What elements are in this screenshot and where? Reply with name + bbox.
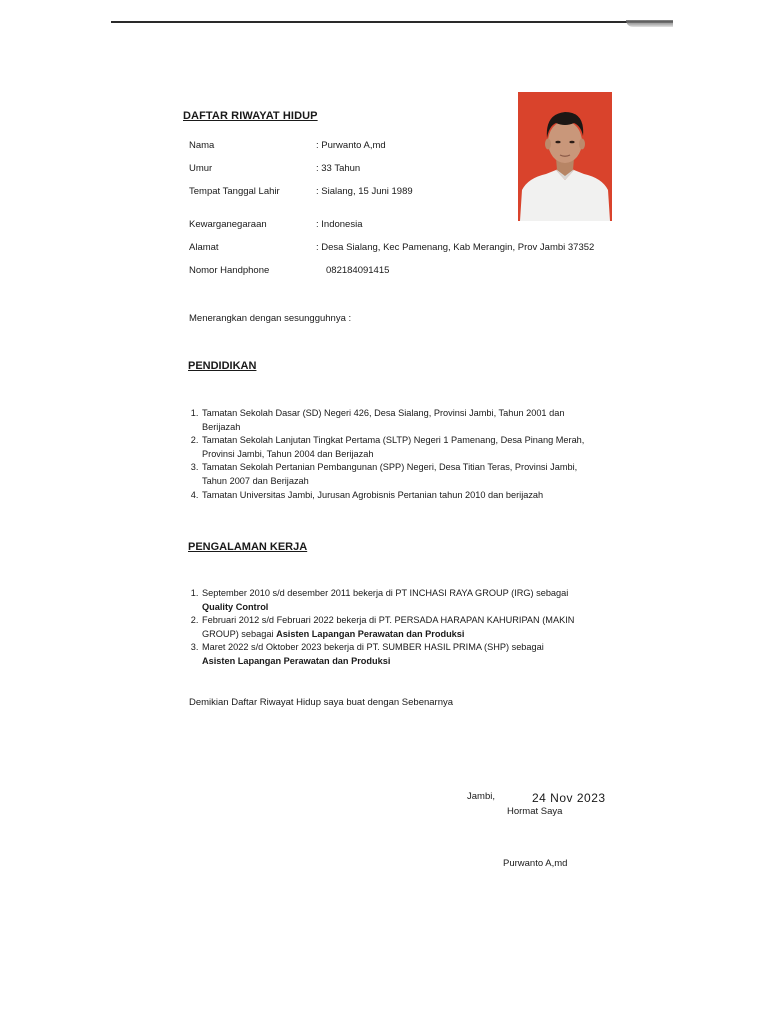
document-title: DAFTAR RIWAYAT HIDUP — [183, 110, 318, 122]
list-item: 3. Tamatan Sekolah Pertanian Pembangunan (SPP) Negeri, Desa Titian Teras, Provinsi Jambi, Tahun 2007 dan Berijazah — [201, 461, 601, 488]
info-label: Nomor Handphone — [189, 265, 270, 276]
closing-text: Demikian Daftar Riwayat Hidup saya buat dengan Sebenarnya — [189, 697, 454, 708]
info-label: Alamat — [189, 242, 219, 253]
job-role: Asisten Lapangan Perawatan dan Produksi — [276, 628, 465, 639]
signature-name: Purwanto A,md — [503, 858, 568, 869]
info-value: : Indonesia — [316, 219, 363, 230]
info-value: : Sialang, 15 Juni 1989 — [316, 186, 413, 197]
list-item: 4. Tamatan Universitas Jambi, Jurusan Agrobisnis Pertanian tahun 2010 dan berijazah — [201, 489, 601, 503]
statement-text: Menerangkan dengan sesungguhnya : — [189, 313, 352, 324]
info-label: Umur — [189, 163, 213, 174]
list-item: 2. Tamatan Sekolah Lanjutan Tingkat Pertama (SLTP) Negeri 1 Pamenang, Desa Pinang Merah, Provinsi Jambi, Tahun 2004 dan Berijazah — [201, 434, 601, 461]
info-value: : 33 Tahun — [316, 163, 361, 174]
info-value: 082184091415 — [326, 265, 390, 276]
signature-date: 24 Nov 2023 — [532, 791, 606, 805]
education-list — [188, 407, 601, 502]
education-heading: PENDIDIKAN — [188, 360, 257, 372]
info-label: Kewarganegaraan — [189, 219, 267, 230]
info-value: : Desa Sialang, Kec Pamenang, Kab Merangin, Prov Jambi 37352 — [316, 242, 595, 253]
page-corner-shadow — [626, 20, 673, 27]
job-description: September 2010 s/d desember 2011 bekerja di PT INCHASI RAYA GROUP (IRG) sebagai — [202, 588, 569, 598]
job-role: Quality Control — [202, 601, 269, 612]
experience-list — [188, 587, 601, 669]
info-label: Tempat Tanggal Lahir — [189, 186, 280, 197]
info-value: : Purwanto A,md — [316, 140, 386, 151]
signature-greeting: Hormat Saya — [507, 806, 563, 817]
job-description: Februari 2012 s/d Februari 2022 bekerja di PT. PERSADA HARAPAN KAHURIPAN (MAKIN GROUP) sebagai — [202, 615, 575, 639]
job-description: Maret 2022 s/d Oktober 2023 bekerja di PT. SUMBER HASIL PRIMA (SHP) sebagai — [202, 642, 544, 653]
list-item: 1. Tamatan Sekolah Dasar (SD) Negeri 426, Desa Sialang, Provinsi Jambi, Tahun 2001 dan Berijazah — [201, 407, 601, 434]
list-item — [201, 587, 601, 614]
list-item — [201, 614, 601, 641]
job-role: Asisten Lapangan Perawatan dan Produksi — [202, 655, 391, 666]
signature-place: Jambi, — [467, 791, 495, 802]
list-item — [201, 641, 601, 668]
info-label: Nama — [189, 140, 215, 151]
experience-heading: PENGALAMAN KERJA — [188, 541, 308, 553]
profile-photo — [518, 92, 612, 221]
page-top-rule — [111, 21, 673, 23]
